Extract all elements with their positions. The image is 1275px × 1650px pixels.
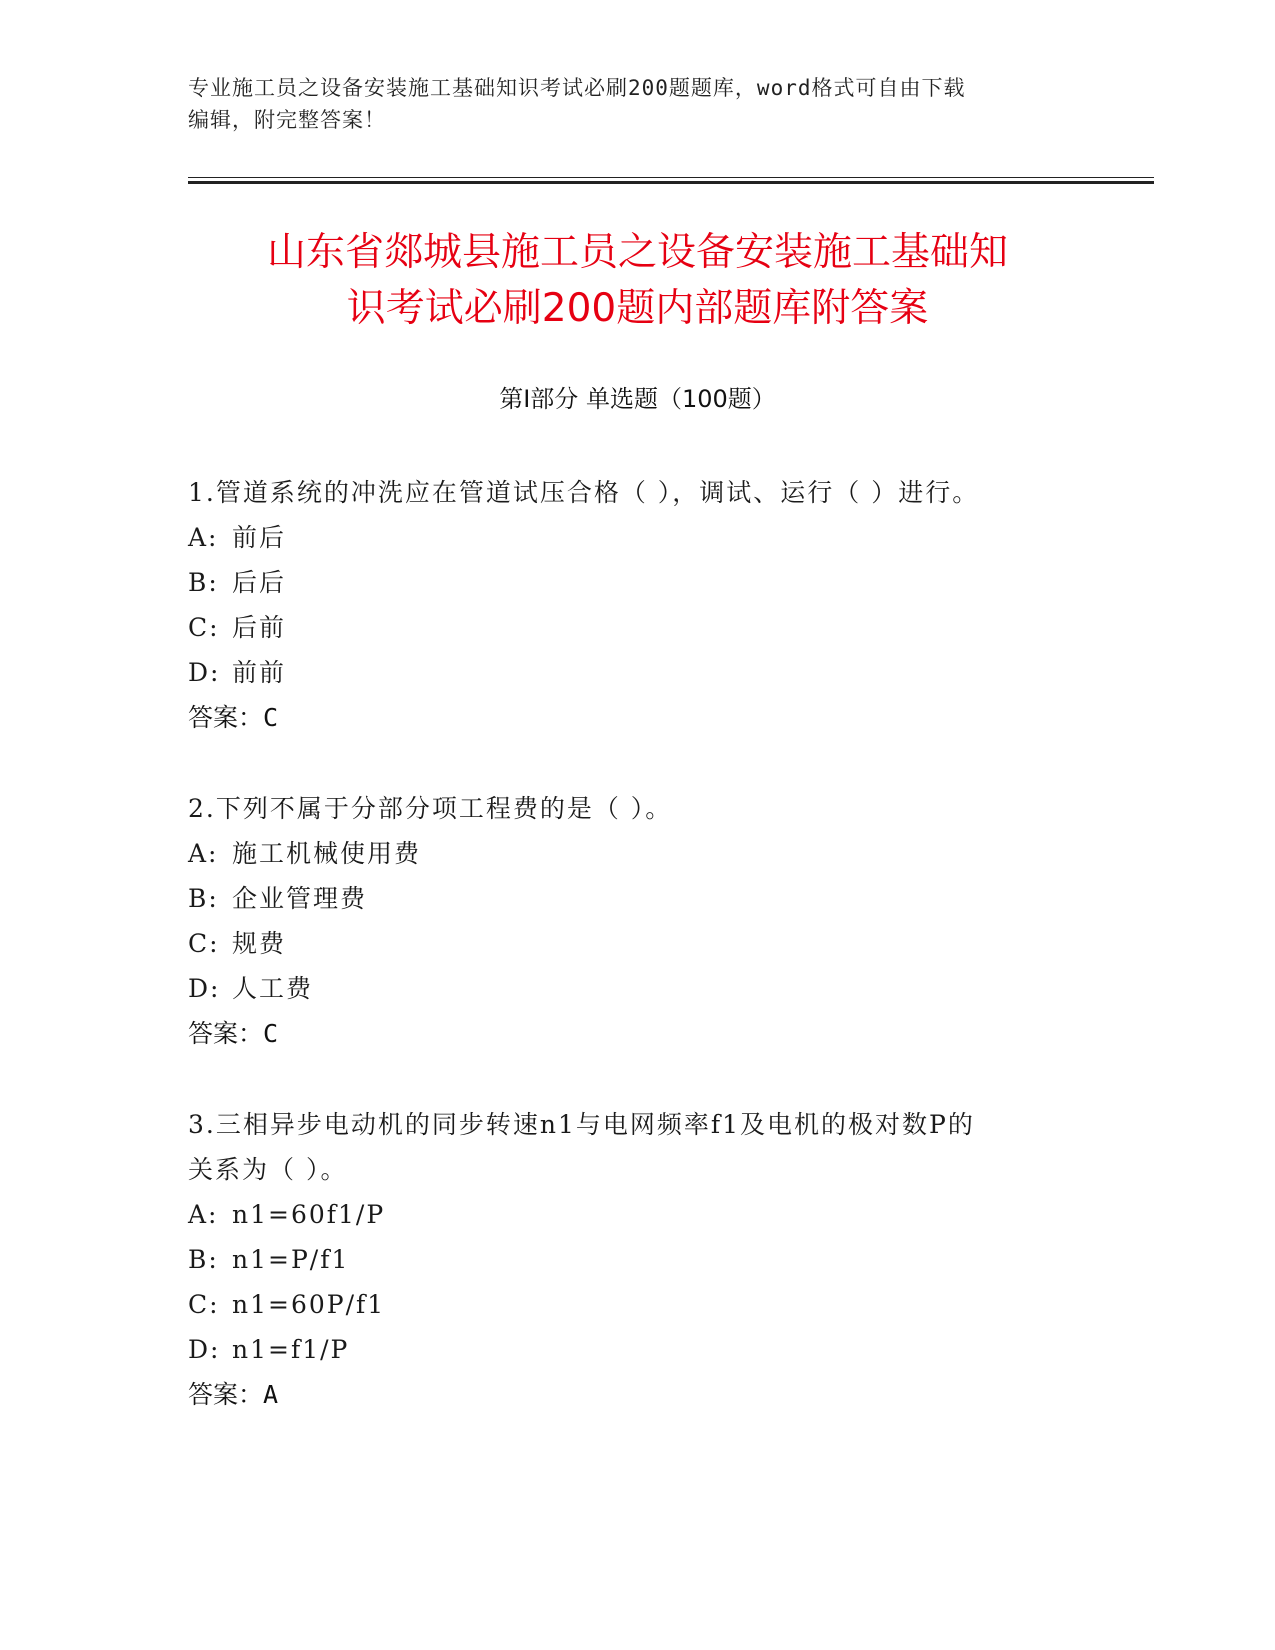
header-note-line-2: 编辑，附完整答案！ xyxy=(188,108,386,132)
option-text: 人工费 xyxy=(232,974,314,1003)
question-1-answer xyxy=(188,695,1088,740)
question-3-option-b xyxy=(188,1237,1088,1282)
option-letter: B: xyxy=(188,568,219,597)
option-letter: D: xyxy=(188,1335,221,1364)
header-rule-thin xyxy=(188,177,1154,178)
question-2-answer xyxy=(188,1011,1088,1056)
option-letter: D: xyxy=(188,658,221,687)
question-2 xyxy=(188,786,1088,1056)
question-1-option-a xyxy=(188,515,1088,560)
document-title-line-2: 识考试必刷200题内部题库附答案 xyxy=(346,286,929,331)
option-letter: C: xyxy=(188,929,220,958)
header-note xyxy=(188,72,1068,136)
question-1 xyxy=(188,470,1088,740)
question-1-option-b xyxy=(188,560,1088,605)
option-text: 后前 xyxy=(232,613,287,642)
question-3-option-a xyxy=(188,1192,1088,1237)
answer-value: C xyxy=(263,703,279,732)
header-note-line-1: 专业施工员之设备安装施工基础知识考试必刷200题题库，word格式可自由下载 xyxy=(188,76,966,100)
option-letter: B: xyxy=(188,1245,219,1274)
option-letter: B: xyxy=(188,884,219,913)
question-3-option-d xyxy=(188,1327,1088,1372)
question-3-answer xyxy=(188,1372,1088,1417)
option-text: 前后 xyxy=(232,523,287,552)
option-text: 前前 xyxy=(232,658,287,687)
option-letter: A: xyxy=(188,839,219,868)
option-letter: C: xyxy=(188,1290,220,1319)
question-1-option-c xyxy=(188,605,1088,650)
section-heading: 第Ⅰ部分 单选题（100题） xyxy=(499,385,776,413)
answer-value: C xyxy=(263,1019,279,1048)
document-title xyxy=(150,225,1125,337)
question-3 xyxy=(188,1102,1088,1417)
question-1-option-d xyxy=(188,650,1088,695)
option-letter: C: xyxy=(188,613,220,642)
option-text: n1=P/f1 xyxy=(232,1245,350,1274)
question-2-option-c xyxy=(188,921,1088,966)
option-letter: A: xyxy=(188,1200,219,1229)
question-3-option-c xyxy=(188,1282,1088,1327)
question-2-option-a xyxy=(188,831,1088,876)
answer-label: 答案： xyxy=(188,1380,264,1409)
option-text: 规费 xyxy=(232,929,287,958)
option-text: 后后 xyxy=(232,568,287,597)
question-3-stem-line-2: 关系为（ ）。 xyxy=(188,1155,348,1184)
option-text: n1=f1/P xyxy=(232,1335,350,1364)
question-2-option-d xyxy=(188,966,1088,1011)
option-text: n1=60f1/P xyxy=(232,1200,386,1229)
header-rule-thick xyxy=(188,181,1154,184)
document-title-line-1: 山东省郯城县施工员之设备安装施工基础知 xyxy=(266,230,1008,275)
option-letter: A: xyxy=(188,523,219,552)
question-2-option-b xyxy=(188,876,1088,921)
option-text: 企业管理费 xyxy=(232,884,368,913)
answer-label: 答案： xyxy=(188,703,264,732)
option-text: n1=60P/f1 xyxy=(232,1290,386,1319)
answer-value: A xyxy=(263,1380,279,1409)
question-1-stem: 1.管道系统的冲洗应在管道试压合格（ ），调试、运行（ ）进行。 xyxy=(188,478,980,507)
option-letter: D: xyxy=(188,974,221,1003)
answer-label: 答案： xyxy=(188,1019,264,1048)
option-text: 施工机械使用费 xyxy=(232,839,422,868)
question-3-stem-line-1: 3.三相异步电动机的同步转速n1与电网频率f1及电机的极对数P的 xyxy=(188,1110,975,1139)
question-2-stem: 2.下列不属于分部分项工程费的是（ ）。 xyxy=(188,794,673,823)
